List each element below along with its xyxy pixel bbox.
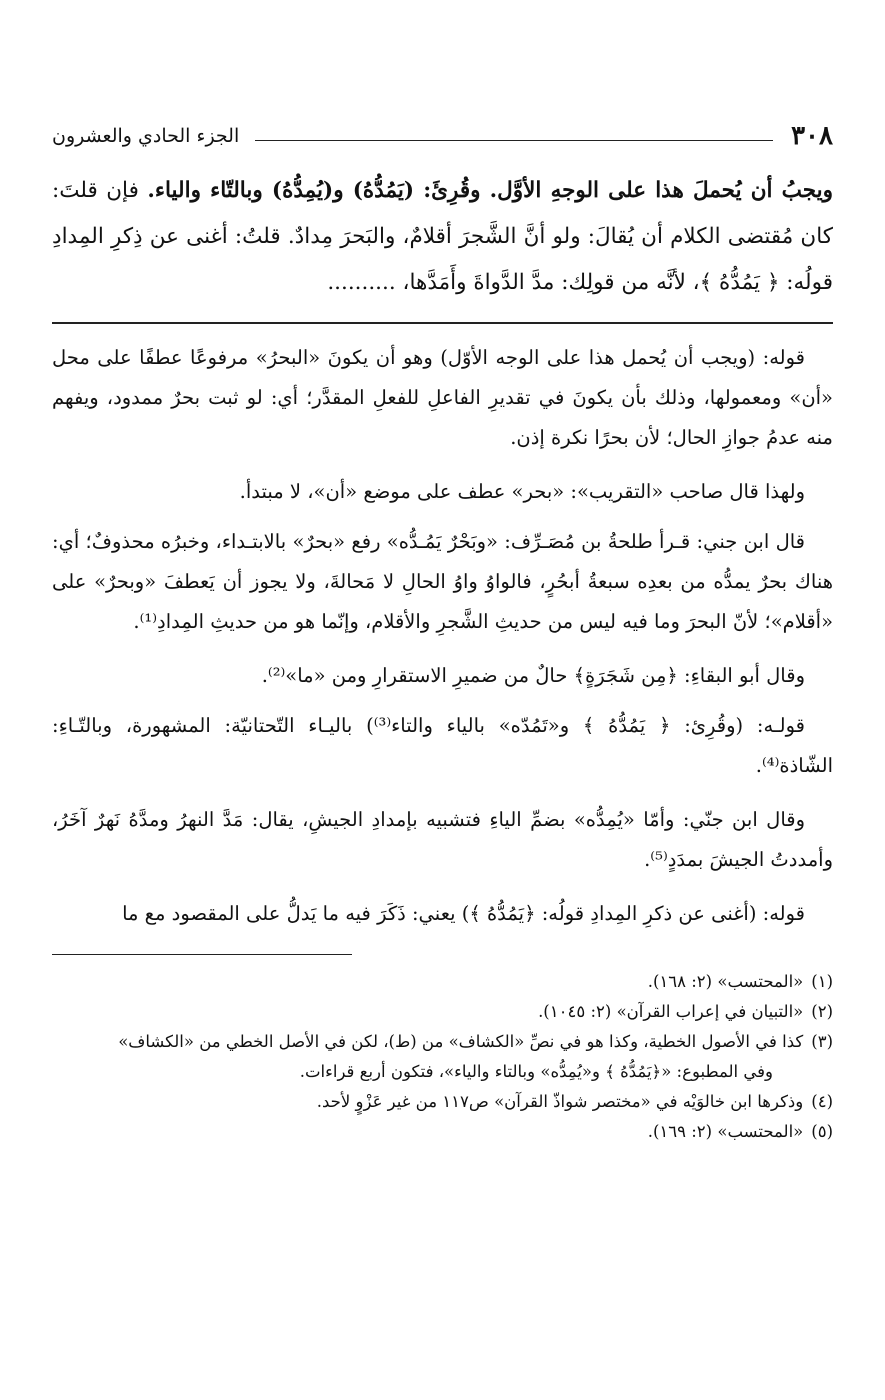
commentary-paragraph: قوله: (ويجب أن يُحمل هذا على الوجه الأوّل) وهو أن يكونَ «البحرُ» مرفوعًا عطفًا على محل «أن» ومعمولها، وذلك بأن يكونَ في تقديرِ الفاعلِ للفعلِ المقدَّر؛ أي: لو ثبت بحرٌ ممدود، ويفهم منه عدمُ جوازِ الحال؛ لأن بحرًا نكرة إذن. bbox=[52, 346, 833, 449]
footnote-number: (٤) bbox=[811, 1092, 833, 1111]
commentary-paragraph: وقال أبو البقاءِ: ﴿مِن شَجَرَةٍ﴾ حالٌ من ضميرِ الاستقرارِ ومن «ما»⁽²⁾. bbox=[261, 664, 805, 687]
main-text-rest: فإن قلتَ: كان مُقتضى الكلام أن يُقالَ: ولو أنَّ الشَّجرَ أقلامٌ، والبَحرَ مِدادٌ. قلتُ: أغنى عن ذِكرِ المِدادِ قولُه: ﴿ يَمُدُّهُ ﴾، لأنَّه من قولِك: مدَّ الدَّواةَ وأَمَدَّها، .......... bbox=[52, 178, 833, 295]
header-rule bbox=[255, 140, 773, 141]
footnote bbox=[52, 1117, 833, 1147]
commentary-paragraph: قال ابن جني: قـرأ طلحةُ بن مُصَـرِّف: «وبَحْرٌ يَمُـدُّه» رفع «بحرٌ» بالابتـداء، وخبرُه محذوفٌ؛ أي: هناك بحرٌ يمدُّه من بعدِه سبعةُ أبحُرٍ، فالواوُ واوُ الحالِ لا مَحالةَ، ولا يجوز أن يَعطفَ «وبحرٌ» على «أقلام»؛ لأنّ البحرَ وما فيه ليس من حديثِ الشَّجرِ والأقلام، وإنّما هو من حديثِ المِدادِ⁽¹⁾. bbox=[52, 530, 833, 633]
commentary-paragraph: ولهذا قال صاحب «التقريب»: «بحر» عطف على موضع «أن»، لا مبتدأ. bbox=[239, 480, 805, 503]
footnote-continuation: وفي المطبوع: «﴿يَمُدُّهُ ﴾ و«يُمِدُّه» وبالتاء والياء»، فتكون أربع قراءات. bbox=[299, 1062, 773, 1081]
footnote-rule bbox=[52, 954, 352, 955]
footnote bbox=[52, 967, 833, 997]
footnotes bbox=[52, 967, 833, 1147]
page-number: ٣٠٨ bbox=[791, 121, 833, 151]
main-text-rule bbox=[52, 322, 833, 324]
footnote-text: كذا في الأصول الخطية، وكذا هو في نصِّ «الكشاف» من (ط)، لكن في الأصل الخطي من «الكشاف» bbox=[118, 1032, 804, 1051]
footnote-text: «التبيان في إعراب القرآن» (٢: ١٠٤٥). bbox=[538, 1002, 804, 1021]
running-title: الجزء الحادي والعشرون bbox=[52, 125, 240, 147]
footnote bbox=[52, 1027, 833, 1057]
commentary-paragraph: وقال ابن جنّي: وأمّا «يُمِدُّه» بضمِّ الياءِ فتشبيه بإمدادِ الجيشِ، يقال: مَدَّ النهرُ ومدَّهُ نَهرٌ آخَرُ، وأمددتُ الجيشَ بمدَدٍ⁽⁵⁾. bbox=[52, 808, 833, 871]
footnote bbox=[52, 1087, 833, 1117]
footnote bbox=[52, 997, 833, 1027]
footnote-text: وذكرها ابن خالوَيْه في «مختصر شواذّ القرآن» ص١١٧ من غير عَزْوٍ لأحد. bbox=[316, 1092, 804, 1111]
commentary bbox=[52, 338, 833, 934]
footnote-text: «المحتسب» (٢: ١٦٨). bbox=[647, 972, 804, 991]
footnote-number: (٢) bbox=[811, 1002, 833, 1021]
commentary-paragraph: قولـه: (وقُرِئ: ﴿ يَمُدُّهُ ﴾ و«تَمُدّه» بالياء والتاء⁽³⁾) باليـاء التّحتانيّة: المشهورة، وبالتّـاءِ: الشّاذة⁽⁴⁾. bbox=[52, 714, 833, 777]
main-text bbox=[52, 162, 833, 306]
footnote-text: «المحتسب» (٢: ١٦٩). bbox=[647, 1122, 804, 1141]
page-header bbox=[52, 110, 833, 162]
main-text-lead: ويجبُ أن يُحملَ هذا على الوجهِ الأوَّل. وقُرِئَ: (يَمُدُّهُ) و(يُمِدُّهُ) وبالتّاء والياء. bbox=[147, 178, 833, 203]
footnote-number: (١) bbox=[811, 972, 833, 991]
footnote-number: (٥) bbox=[811, 1122, 833, 1141]
commentary-paragraph: قوله: (أغنى عن ذكرِ المِدادِ قولُه: ﴿يَمُدُّهُ ﴾) يعني: ذَكَرَ فيه ما يَدلُّ على المقصود مع ما bbox=[122, 902, 805, 925]
footnote-number: (٣) bbox=[811, 1032, 833, 1051]
